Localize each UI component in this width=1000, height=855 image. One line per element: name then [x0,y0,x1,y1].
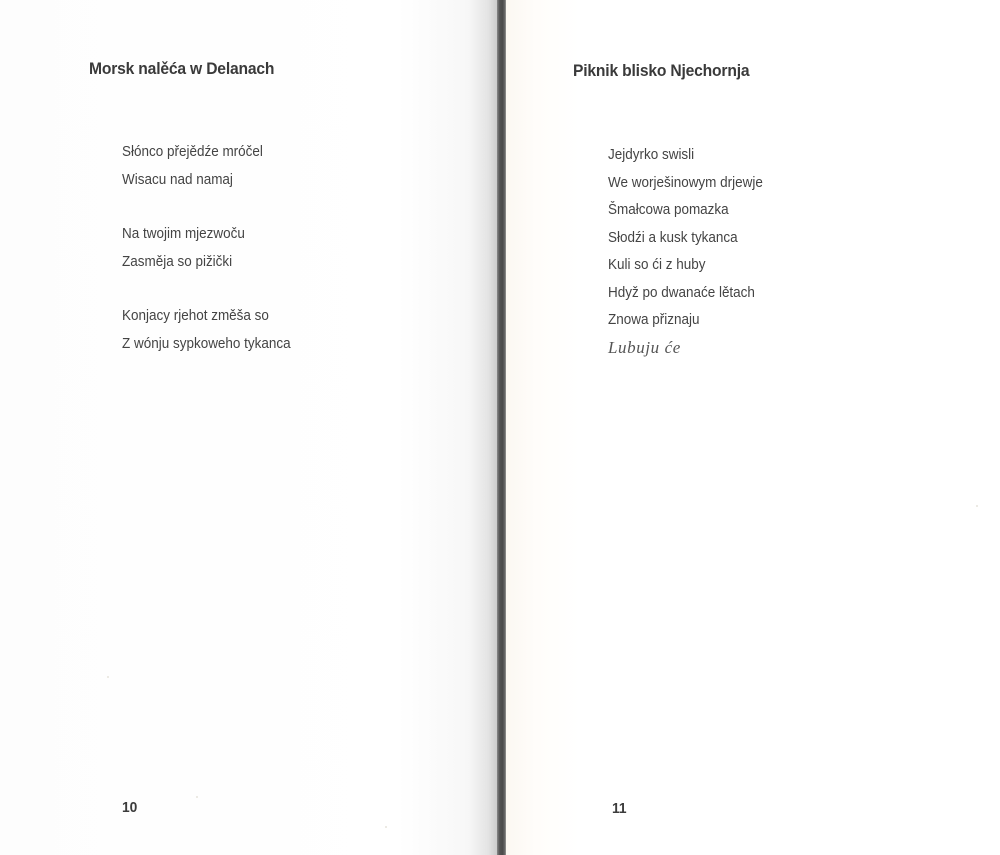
poem-title-right: Piknik blisko Njechornja [573,61,750,80]
paper-speck [196,796,198,798]
poem-line: Jejdyrko swisli [608,147,695,163]
poem-body-right [608,145,775,365]
left-page [0,0,498,855]
paper-speck [976,505,978,507]
stanza-break [122,279,303,306]
poem-line: Z wónju sypkoweho tykanca [122,335,291,352]
poem-line: Konjacy rjehot změša so [122,308,269,324]
poem-body-left [122,142,303,361]
poem-closing-line: Lubuju će [608,337,681,357]
stanza-break [122,197,303,224]
page-number-right: 11 [612,800,627,817]
poem-line: Hdyž po dwanaće lětach [608,284,755,301]
poem-line: Znowa přiznaju [608,312,700,328]
poem-line: We worješinowym drjewje [608,174,763,191]
poem-line: Wisacu nad namaj [122,171,233,188]
poem-line: Zasměja so pižički [122,253,233,270]
page-number-left: 10 [122,799,138,816]
poem-line: Kuli so ći z huby [608,257,706,273]
paper-speck [385,826,387,828]
poem-title-left: Morsk nalěća w Delanach [89,59,275,78]
poem-line: Na twojim mjezwoču [122,226,245,242]
poem-line: Słónco přejědźe mróčel [122,144,263,160]
paper-speck [107,676,109,678]
poem-line: Słodźi a kusk tykanca [608,229,738,246]
right-page [506,0,1000,855]
poem-line: Šmałcowa pomazka [608,202,729,218]
